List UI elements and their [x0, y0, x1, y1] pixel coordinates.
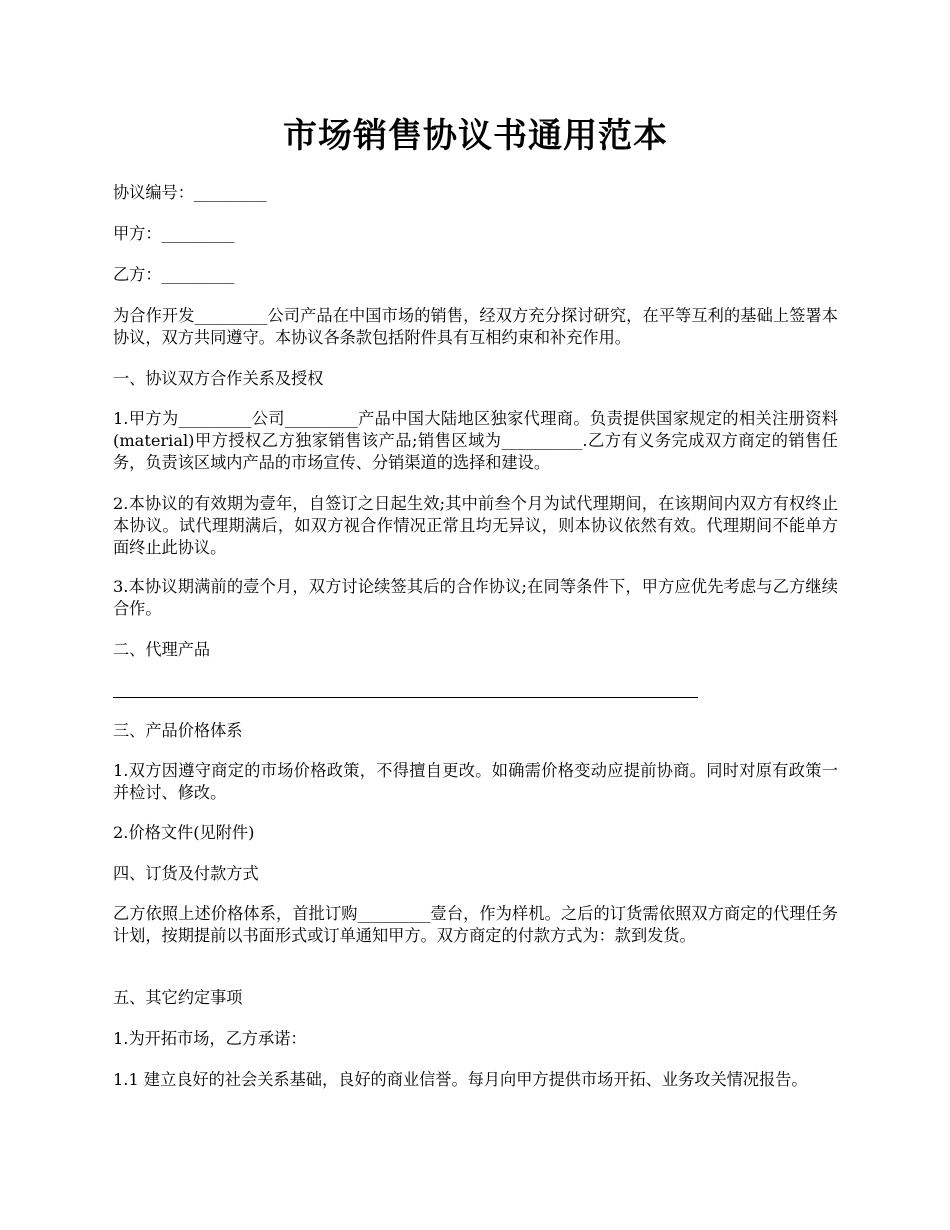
party-b-line: 乙方：_________ — [113, 265, 235, 284]
party-a-line: 甲方：_________ — [113, 224, 235, 243]
clause-1-1: 1.甲方为_________公司_________产品中国大陆地区独家代理商。负责提供国家规定的相关注册资料(material)甲方授权乙方独家销售该产品;销售区域为__________.乙方有义务完成双方商定的销售任务，负责该区域内产品的市场宣传、分销渠道的选择和建设。 — [113, 409, 838, 472]
clause-1-3: 3.本协议期满前的壹个月，双方讨论续签其后的合作协议;在同等条件下，甲方应优先考虑与乙方继续合作。 — [113, 577, 838, 618]
clause-3-2: 2.价格文件(见附件) — [113, 823, 255, 842]
clause-5-1: 1.为开拓市场，乙方承诺： — [113, 1029, 307, 1048]
preamble-paragraph: 为合作开发_________公司产品在中国市场的销售，经双方充分探讨研究，在平等互利的基础上签署本协议，双方共同遵守。本协议各条款包括附件具有互相约束和补充作用。 — [113, 306, 838, 347]
product-blank-line — [113, 697, 698, 698]
document-title: 市场销售协议书通用范本 — [283, 116, 668, 156]
clause-1-2: 2.本协议的有效期为壹年，自签订之日起生效;其中前叁个月为试代理期间，在该期间内双方有权终止本协议。试代理期满后，如双方视合作情况正常且均无异议，则本协议依然有效。代理期间不能单方面终止此协议。 — [113, 494, 838, 557]
section-heading-1: 一、协议双方合作关系及授权 — [113, 369, 324, 388]
clause-5-1-1: 1.1 建立良好的社会关系基础，良好的商业信誉。每月向甲方提供市场开拓、业务攻关情况报告。 — [113, 1070, 808, 1089]
section-heading-3: 三、产品价格体系 — [113, 721, 243, 740]
clause-3-1: 1.双方因遵守商定的市场价格政策，不得擅自更改。如确需价格变动应提前协商。同时对原有政策一并检讨、修改。 — [113, 761, 838, 802]
section-heading-4: 四、订货及付款方式 — [113, 864, 259, 883]
section-heading-5: 五、其它约定事项 — [113, 988, 243, 1007]
section-heading-2: 二、代理产品 — [113, 640, 211, 659]
clause-4-1: 乙方依照上述价格体系，首批订购_________壹台，作为样机。之后的订货需依照双方商定的代理任务计划，按期提前以书面形式或订单通知甲方。双方商定的付款方式为：款到发货。 — [113, 904, 838, 945]
agreement-number-line: 协议编号：_________ — [113, 183, 267, 202]
